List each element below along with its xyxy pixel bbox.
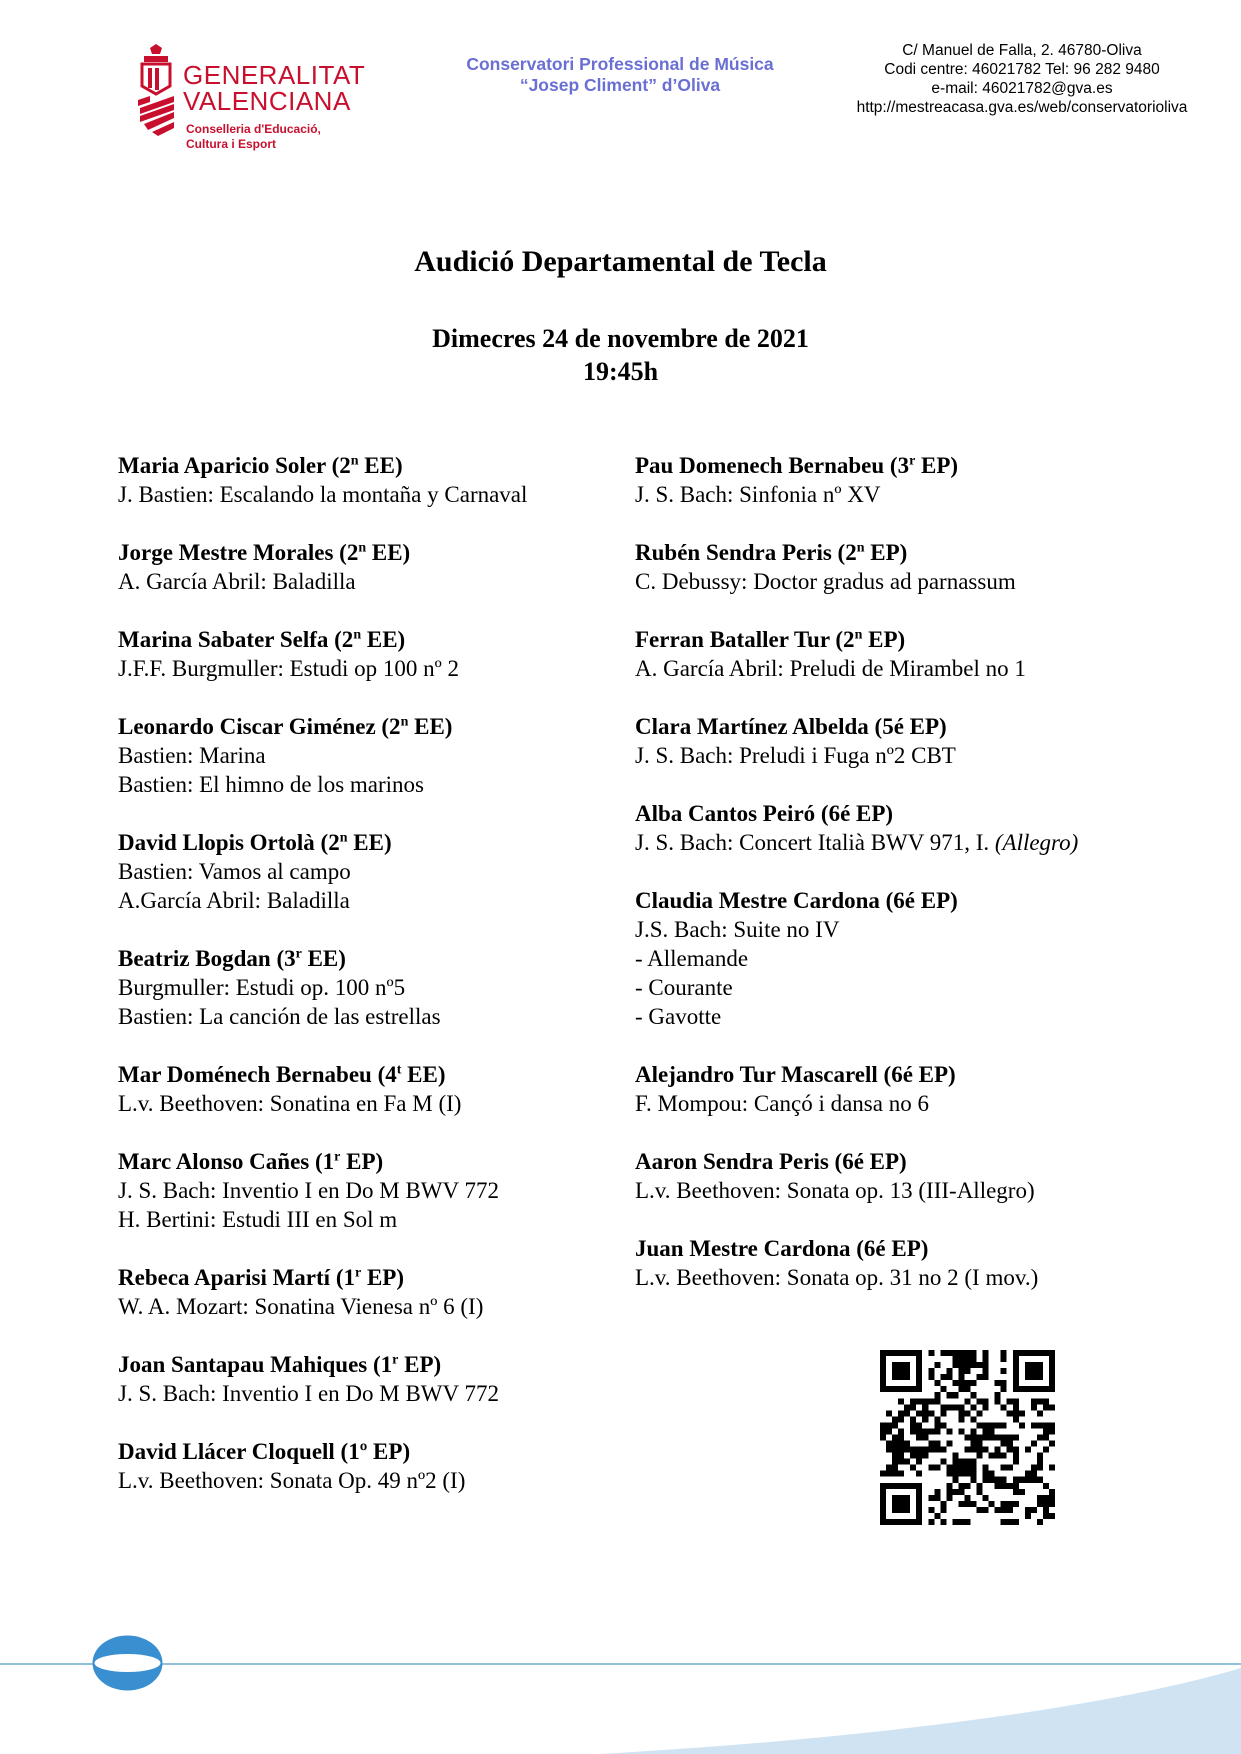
piece-movement: (Allegro): [994, 830, 1079, 855]
piece-text: L.v. Beethoven: Sonata Op. 49 nº2 (I): [118, 1468, 466, 1493]
event-date: Dimecres 24 de novembre de 2021: [432, 324, 809, 353]
piece-title: [635, 1263, 1195, 1292]
level-text: EE): [361, 627, 406, 652]
piece-text: L.v. Beethoven: Sonata op. 31 no 2 (I mov.): [635, 1265, 1039, 1290]
program-entry: [118, 944, 678, 1031]
piece-title: [118, 567, 678, 596]
performer-name-text: Jorge Mestre Morales (2: [118, 540, 359, 565]
program-entry: [118, 625, 678, 683]
piece-text: - Courante: [635, 975, 733, 1000]
program-column-left: [118, 451, 678, 1524]
footer-swoosh-decoration: [0, 1660, 1241, 1754]
performer-name: [635, 451, 1195, 480]
performer-name-text: Leonardo Ciscar Giménez (2: [118, 714, 401, 739]
performer-name: [118, 828, 678, 857]
program-entry: [635, 1060, 1195, 1118]
piece-title: [635, 567, 1195, 596]
performer-name-text: Marina Sabater Selfa (2: [118, 627, 354, 652]
piece-title: [118, 480, 678, 509]
piece-title: [118, 770, 678, 799]
performer-name: [118, 1263, 678, 1292]
piece-text: J. S. Bach: Preludi i Fuga nº2 CBT: [635, 743, 956, 768]
piece-title: [635, 828, 1195, 857]
program-entry: [635, 1147, 1195, 1205]
performer-name: [118, 1350, 678, 1379]
performer-name: [118, 625, 678, 654]
piece-title: [118, 1176, 678, 1205]
level-text: EP): [340, 1149, 384, 1174]
piece-text: Burgmuller: Estudi op. 100 nº5: [118, 975, 406, 1000]
level-ordinal: r: [334, 1149, 341, 1165]
performer-name: [118, 451, 678, 480]
performer-name: [635, 1147, 1195, 1176]
program-entry: [635, 799, 1195, 857]
conservatori-line2: “Josep Climent” d’Oliva: [519, 75, 721, 95]
performer-name: [635, 1234, 1195, 1263]
logo-subline1: Conselleria d'Educació,: [186, 122, 321, 136]
piece-title: [118, 1379, 678, 1408]
piece-title: [635, 1089, 1195, 1118]
performer-name-text: Ferran Bataller Tur (2: [635, 627, 855, 652]
performer-name-text: Marc Alonso Cañes (1: [118, 1149, 335, 1174]
level-text: EP): [915, 453, 959, 478]
program-entry: [118, 828, 678, 915]
performer-name: [118, 944, 678, 973]
logo-line1: GENERALITAT: [183, 60, 366, 90]
performer-name-text: Rebeca Aparisi Martí (1: [118, 1265, 355, 1290]
program-entry: [118, 1350, 678, 1408]
piece-title: [118, 973, 678, 1002]
program-entry: [118, 451, 678, 509]
level-ordinal: r: [295, 946, 302, 962]
performer-name: [635, 799, 1195, 828]
piece-title: [635, 654, 1195, 683]
performer-name: [118, 1147, 678, 1176]
logo-line2: VALENCIANA: [183, 86, 351, 116]
level-text: EE): [347, 830, 392, 855]
performer-name-text: Alba Cantos Peiró (6é EP): [635, 801, 894, 826]
piece-text: Bastien: El himno de los marinos: [118, 772, 424, 797]
event-time: 19:45h: [582, 357, 659, 386]
level-text: EP): [864, 540, 908, 565]
level-ordinal: r: [909, 453, 916, 469]
piece-text: J.S. Bach: Suite no IV: [635, 917, 840, 942]
program-entry: [635, 538, 1195, 596]
piece-text: A. García Abril: Baladilla: [118, 569, 356, 594]
piece-text: Bastien: Marina: [118, 743, 266, 768]
piece-title: [118, 1205, 678, 1234]
piece-title: [635, 741, 1195, 770]
level-text: EP): [862, 627, 906, 652]
performer-name: [635, 886, 1195, 915]
conservatori-name: [420, 54, 820, 96]
piece-title: [118, 1002, 678, 1031]
program-entry: [118, 1263, 678, 1321]
piece-title: [118, 654, 678, 683]
piece-text: A. García Abril: Preludi de Mirambel no 1: [635, 656, 1026, 681]
level-ordinal: n: [350, 453, 359, 469]
level-ordinal: n: [339, 830, 348, 846]
piece-text: C. Debussy: Doctor gradus ad parnassum: [635, 569, 1016, 594]
performer-name-text: Rubén Sendra Peris (2: [635, 540, 857, 565]
program-column-right: [635, 451, 1195, 1321]
generalitat-emblem-icon: [136, 44, 176, 138]
qr-code-icon[interactable]: [880, 1350, 1055, 1525]
contact-codes: Codi centre: 46021782 Tel: 96 282 9480: [884, 61, 1160, 78]
event-title: Audició Departamental de Tecla: [414, 245, 827, 278]
performer-name-text: Claudia Mestre Cardona (6é EP): [635, 888, 958, 913]
performer-name: [635, 712, 1195, 741]
piece-title: [118, 1466, 678, 1495]
level-ordinal: r: [392, 1352, 399, 1368]
piece-text: L.v. Beethoven: Sonata op. 13 (III-Allegro): [635, 1178, 1035, 1203]
level-text: EE): [358, 453, 403, 478]
level-ordinal: n: [856, 540, 865, 556]
program-entry: [118, 712, 678, 799]
program-entry: [118, 1147, 678, 1234]
program-entry: [635, 712, 1195, 770]
piece-text: - Allemande: [635, 946, 749, 971]
conservatori-line1: Conservatori Professional de Música: [466, 54, 774, 74]
piece-title: [635, 944, 1195, 973]
performer-name: [118, 1060, 678, 1089]
program-entry: [118, 1437, 678, 1495]
contact-email[interactable]: e-mail: 46021782@gva.es: [931, 80, 1113, 97]
level-ordinal: n: [353, 627, 362, 643]
level-text: EE): [401, 1062, 446, 1087]
program-entry: [118, 1060, 678, 1118]
level-ordinal: t: [396, 1062, 402, 1078]
performer-name-text: Joan Santapau Mahiques (1: [118, 1352, 393, 1377]
footer-line: [0, 1663, 1241, 1665]
footer-logo-icon: [91, 1634, 164, 1692]
program-entry: [635, 886, 1195, 1031]
performer-name-text: Alejandro Tur Mascarell (6é EP): [635, 1062, 956, 1087]
level-text: EP): [398, 1352, 442, 1377]
performer-name-text: Mar Doménech Bernabeu (4: [118, 1062, 397, 1087]
piece-text: J. Bastien: Escalando la montaña y Carnaval: [118, 482, 528, 507]
performer-name-text: Aaron Sendra Peris (6é EP): [635, 1149, 907, 1174]
piece-text: J. S. Bach: Concert Italià BWV 971, I.: [635, 830, 990, 855]
piece-text: J. S. Bach: Inventio I en Do M BWV 772: [118, 1178, 499, 1203]
piece-text: A.García Abril: Baladilla: [118, 888, 350, 913]
piece-text: L.v. Beethoven: Sonatina en Fa M (I): [118, 1091, 462, 1116]
piece-text: J. S. Bach: Inventio I en Do M BWV 772: [118, 1381, 499, 1406]
piece-text: - Gavotte: [635, 1004, 722, 1029]
piece-title: [118, 1292, 678, 1321]
piece-title: [635, 973, 1195, 1002]
program-entry: [635, 1234, 1195, 1292]
program-entry: [118, 538, 678, 596]
performer-name: [118, 1437, 678, 1466]
performer-name: [635, 538, 1195, 567]
piece-title: [635, 480, 1195, 509]
performer-name: [118, 712, 678, 741]
performer-name: [635, 625, 1195, 654]
performer-name-text: Maria Aparicio Soler (2: [118, 453, 351, 478]
performer-name-text: Beatriz Bogdan (3: [118, 946, 296, 971]
level-ordinal: n: [400, 714, 409, 730]
piece-text: W. A. Mozart: Sonatina Vienesa nº 6 (I): [118, 1294, 484, 1319]
performer-name: [635, 1060, 1195, 1089]
piece-title: [635, 1002, 1195, 1031]
level-ordinal: n: [854, 627, 863, 643]
performer-name-text: David Llácer Cloquell (1º EP): [118, 1439, 411, 1464]
level-ordinal: n: [358, 540, 367, 556]
piece-title: [118, 1089, 678, 1118]
piece-title: [635, 915, 1195, 944]
level-ordinal: r: [354, 1265, 362, 1281]
program-entry: [635, 451, 1195, 509]
piece-text: H. Bertini: Estudi III en Sol m: [118, 1207, 398, 1232]
performer-name: [118, 538, 678, 567]
piece-text: J. S. Bach: Sinfonia nº XV: [635, 482, 881, 507]
level-text: EE): [301, 946, 346, 971]
piece-text: F. Mompou: Cançó i dansa no 6: [635, 1091, 929, 1116]
contact-web[interactable]: http://mestreacasa.gva.es/web/conservatorioliva: [856, 99, 1188, 116]
program-entry: [635, 625, 1195, 683]
piece-title: [118, 741, 678, 770]
piece-text: J.F.F. Burgmuller: Estudi op 100 nº 2: [118, 656, 460, 681]
performer-name-text: Pau Domenech Bernabeu (3: [635, 453, 910, 478]
contact-block: [812, 41, 1232, 117]
piece-text: Bastien: Vamos al campo: [118, 859, 351, 884]
contact-address: C/ Manuel de Falla, 2. 46780-Oliva: [902, 42, 1142, 59]
logo-subline2: Cultura i Esport: [186, 137, 277, 151]
performer-name-text: Clara Martínez Albelda (5é EP): [635, 714, 947, 739]
performer-name-text: David Llopis Ortolà (2: [118, 830, 340, 855]
generalitat-logo: [136, 42, 366, 152]
performer-name-text: Juan Mestre Cardona (6é EP): [635, 1236, 929, 1261]
level-text: EE): [366, 540, 411, 565]
piece-text: Bastien: La canción de las estrellas: [118, 1004, 441, 1029]
level-text: EP): [361, 1265, 405, 1290]
piece-title: [118, 857, 678, 886]
piece-title: [635, 1176, 1195, 1205]
piece-title: [118, 886, 678, 915]
level-text: EE): [408, 714, 453, 739]
